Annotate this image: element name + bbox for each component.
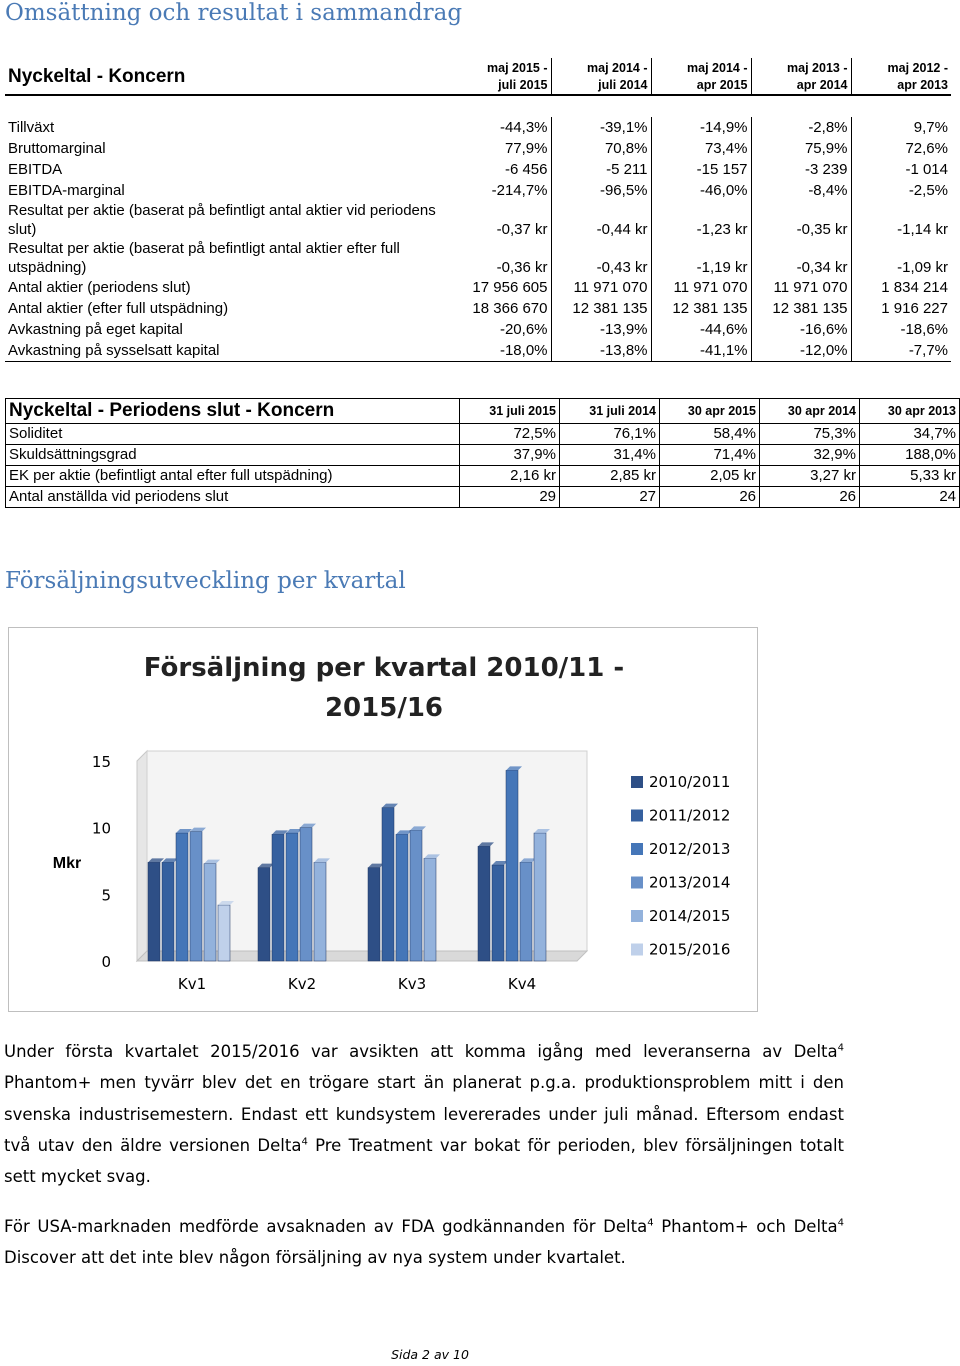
cell-value: 24 xyxy=(860,487,960,508)
cell-value: -44,3% xyxy=(499,119,548,136)
cell-value: -1 014 xyxy=(851,159,951,180)
cell-value: -18,6% xyxy=(851,319,951,340)
bar xyxy=(520,862,532,961)
y-axis-label: Mkr xyxy=(52,855,82,872)
bar xyxy=(300,828,312,961)
sales-chart xyxy=(8,627,758,1012)
row-label: Tillväxt xyxy=(8,119,55,136)
cell-value: -8,4% xyxy=(751,180,851,201)
cell-value: 77,9% xyxy=(504,140,548,157)
cell-value: -0,37 kr xyxy=(496,221,548,238)
cell-value: -1,14 kr xyxy=(851,201,951,239)
chart-side-wall xyxy=(137,751,147,961)
cell-value: 12 381 135 xyxy=(551,298,651,319)
cell-value: -15 157 xyxy=(651,159,751,180)
column-header: 31 juli 2015 xyxy=(460,399,560,424)
paragraph-1: Under första kvartalet 2015/2016 var avsikten att komma igång med leveranserna av Delta$^4$ Phantom+ men tyvärr blev det en trögare start än planerat p.g.a. produktionsproblem mitt i den svenska industrisemestern. Endast ett kundsystem levererades under juli månad. Eftersom endast två utav den äldre versionen Delta$^4$ Pre Treatment var bokat för perioden, blev försäljningen totalt sett mycket svag. xyxy=(4,1042,845,1187)
cell-value: 73,4% xyxy=(651,138,751,159)
bar xyxy=(190,832,202,961)
x-tick-label: Kv1 xyxy=(177,975,207,993)
bar xyxy=(272,834,284,961)
row-label: Soliditet xyxy=(6,424,460,445)
row-label: EK per aktie (befintligt antal efter full utspädning) xyxy=(6,466,460,487)
column-header: 31 juli 2014 xyxy=(560,399,660,424)
row-label: Resultat per aktie (baserat på befintligt antal aktier efter full utspädning) xyxy=(8,240,400,276)
cell-value: -0,44 kr xyxy=(551,201,651,239)
cell-value: -46,0% xyxy=(651,180,751,201)
bar xyxy=(424,858,436,961)
cell-value: 2,16 kr xyxy=(460,466,560,487)
cell-value: 72,6% xyxy=(851,138,951,159)
table-row xyxy=(5,340,951,362)
row-label: Avkastning på eget kapital xyxy=(8,321,183,338)
legend-swatch xyxy=(631,843,643,855)
page-footer: Sida 2 av 10 xyxy=(391,1347,469,1362)
chart-svg xyxy=(9,628,757,1011)
cell-value: -41,1% xyxy=(651,340,751,362)
cell-value: -0,35 kr xyxy=(751,201,851,239)
cell-value: -0,36 kr xyxy=(496,259,548,276)
y-tick-label: 15 xyxy=(91,753,111,771)
table-row xyxy=(5,138,951,159)
bar xyxy=(534,833,546,961)
cell-value: 11 971 070 xyxy=(651,277,751,298)
legend-swatch xyxy=(631,776,643,788)
cell-value: -2,8% xyxy=(751,117,851,138)
bar xyxy=(286,833,298,961)
table-row xyxy=(6,424,960,445)
legend-label: 2013/2014 xyxy=(649,873,731,892)
column-header: 30 apr 2014 xyxy=(760,399,860,424)
cell-value: -39,1% xyxy=(551,117,651,138)
cell-value: 3,27 kr xyxy=(760,466,860,487)
cell-value: 188,0% xyxy=(860,445,960,466)
bar xyxy=(218,905,230,961)
table-header-row xyxy=(5,58,951,95)
cell-value: 26 xyxy=(660,487,760,508)
x-tick-label: Kv3 xyxy=(397,975,427,993)
cell-value: -6 456 xyxy=(504,161,548,178)
table-row xyxy=(6,445,960,466)
column-header: maj 2014 - juli 2014 xyxy=(551,58,651,95)
cell-value: 2,85 kr xyxy=(560,466,660,487)
legend-swatch xyxy=(631,944,643,956)
column-header: maj 2012 - apr 2013 xyxy=(851,58,951,95)
table-header-row xyxy=(6,399,960,424)
cell-value: 5,33 kr xyxy=(860,466,960,487)
bar xyxy=(204,864,216,961)
bar xyxy=(492,865,504,961)
table-row xyxy=(5,117,951,138)
table-row xyxy=(5,201,951,239)
bar xyxy=(410,830,422,961)
cell-value: -1,09 kr xyxy=(851,239,951,277)
cell-value: 27 xyxy=(560,487,660,508)
cell-value: 75,9% xyxy=(751,138,851,159)
cell-value: 11 971 070 xyxy=(551,277,651,298)
x-tick-label: Kv4 xyxy=(507,975,537,993)
legend-swatch xyxy=(631,910,643,922)
row-label: EBITDA xyxy=(8,161,63,178)
cell-value: -16,6% xyxy=(751,319,851,340)
row-label: Avkastning på sysselsatt kapital xyxy=(5,340,451,362)
cell-value: 75,3% xyxy=(760,424,860,445)
table-title: Nyckeltal - Periodens slut - Koncern xyxy=(6,399,460,424)
bar xyxy=(258,868,270,961)
legend-label: 2010/2011 xyxy=(649,773,731,791)
cell-value: 31,4% xyxy=(560,445,660,466)
bar xyxy=(314,862,326,961)
bar xyxy=(478,846,490,961)
cell-value: 76,1% xyxy=(560,424,660,445)
cell-value: 32,9% xyxy=(760,445,860,466)
cell-value: 12 381 135 xyxy=(751,298,851,319)
row-label: Antal aktier (efter full utspädning) xyxy=(8,300,229,317)
row-label: Bruttomarginal xyxy=(8,140,106,157)
column-header: maj 2013 - apr 2014 xyxy=(751,58,851,95)
cell-value: 18 366 670 xyxy=(472,300,548,317)
legend-label: 2015/2016 xyxy=(649,940,731,959)
cell-value: -13,8% xyxy=(551,340,651,362)
legend-label: 2012/2013 xyxy=(649,840,731,858)
cell-value: 9,7% xyxy=(851,117,951,138)
legend-label: 2014/2015 xyxy=(649,907,731,925)
chart-title-line1: Försäljning per kvartal 2010/11 - xyxy=(143,653,625,683)
cell-value: -5 211 xyxy=(551,159,651,180)
column-header: maj 2015 - juli 2015 xyxy=(451,58,551,95)
table-title: Nyckeltal - Koncern xyxy=(5,58,451,95)
legend-label: 2011/2012 xyxy=(649,806,731,825)
cell-value: 72,5% xyxy=(460,424,560,445)
bar xyxy=(396,834,408,961)
legend-swatch xyxy=(631,810,643,822)
chart-title-line2: 2015/16 xyxy=(324,693,444,723)
cell-value: -13,9% xyxy=(551,319,651,340)
bar xyxy=(162,862,174,961)
section-heading-summary: Omsättning och resultat i sammandrag xyxy=(5,0,463,26)
y-tick-label: 5 xyxy=(101,886,111,905)
cell-value: 26 xyxy=(760,487,860,508)
cell-value: 29 xyxy=(460,487,560,508)
cell-value: -1,23 kr xyxy=(651,201,751,239)
cell-value: -2,5% xyxy=(851,180,951,201)
bar xyxy=(368,868,380,961)
column-header: 30 apr 2013 xyxy=(860,399,960,424)
key-figures-table xyxy=(5,58,951,362)
cell-value: -1,19 kr xyxy=(651,239,751,277)
cell-value: 17 956 605 xyxy=(472,279,548,296)
row-label: Antal aktier (periodens slut) xyxy=(8,279,191,296)
y-tick-label: 10 xyxy=(91,819,111,838)
cell-value: -12,0% xyxy=(751,340,851,362)
paragraph-2: För USA-marknaden medförde avsaknaden av FDA godkännanden för Delta$^4$ Phantom+ och Delta$^4$ Discover att det inte blev någon försäljning av nya system under kvartalet. xyxy=(4,1217,844,1268)
cell-value: 1 916 227 xyxy=(851,298,951,319)
cell-value: -14,9% xyxy=(651,117,751,138)
y-tick-label: 0 xyxy=(101,953,111,971)
legend-swatch xyxy=(631,877,643,889)
cell-value: 12 381 135 xyxy=(651,298,751,319)
cell-value: -214,7% xyxy=(491,182,548,199)
section-heading-sales: Försäljningsutveckling per kvartal xyxy=(5,568,406,594)
cell-value: 34,7% xyxy=(860,424,960,445)
cell-value: 1 834 214 xyxy=(851,277,951,298)
cell-value: -3 239 xyxy=(751,159,851,180)
bar xyxy=(506,770,518,961)
cell-value: -0,43 kr xyxy=(551,239,651,277)
table-row xyxy=(5,239,951,277)
column-header: 30 apr 2015 xyxy=(660,399,760,424)
period-end-table xyxy=(5,398,960,508)
column-header: maj 2014 - apr 2015 xyxy=(651,58,751,95)
row-label: Antal anställda vid periodens slut xyxy=(6,487,460,508)
cell-value: 11 971 070 xyxy=(751,277,851,298)
row-label: Skuldsättningsgrad xyxy=(6,445,460,466)
cell-value: 37,9% xyxy=(460,445,560,466)
cell-value: -20,6% xyxy=(499,321,548,338)
table-row xyxy=(5,319,951,340)
row-label: Resultat per aktie (baserat på befintligt antal aktier vid periodens slut) xyxy=(8,202,436,238)
row-label: EBITDA-marginal xyxy=(8,182,125,199)
cell-value: 70,8% xyxy=(551,138,651,159)
cell-value: 2,05 kr xyxy=(660,466,760,487)
table-row xyxy=(5,298,951,319)
table-row xyxy=(5,180,951,201)
cell-value: 58,4% xyxy=(660,424,760,445)
cell-value: -7,7% xyxy=(851,340,951,362)
cell-value: 71,4% xyxy=(660,445,760,466)
table-row xyxy=(5,159,951,180)
cell-value: -96,5% xyxy=(551,180,651,201)
table-row xyxy=(5,277,951,298)
x-tick-label: Kv2 xyxy=(287,975,317,993)
cell-value: -0,34 kr xyxy=(751,239,851,277)
bar xyxy=(176,833,188,961)
cell-value: -18,0% xyxy=(451,340,551,362)
bar xyxy=(382,808,394,961)
cell-value: -44,6% xyxy=(651,319,751,340)
table-row xyxy=(6,466,960,487)
table-row xyxy=(6,487,960,508)
bar xyxy=(148,862,160,961)
